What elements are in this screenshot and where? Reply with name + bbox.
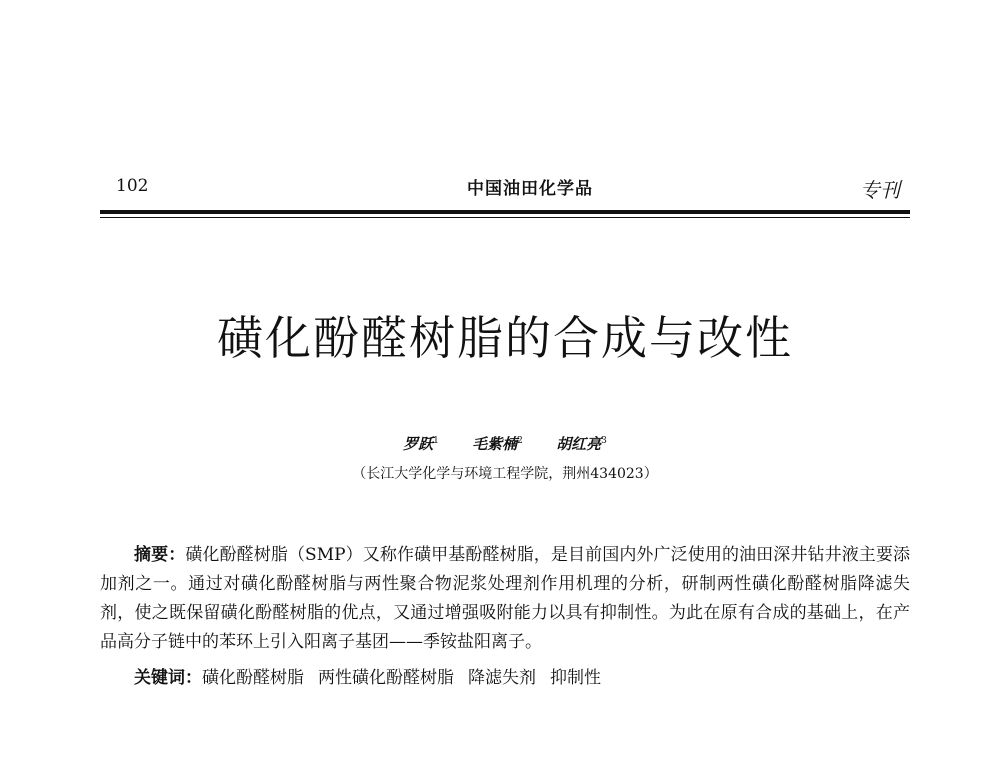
author-affiliation-mark: 3: [601, 436, 607, 446]
author-name: 胡红亮: [556, 435, 602, 453]
author-name: 毛紫楠: [472, 435, 518, 453]
author-affiliation-mark: 1: [433, 436, 439, 446]
paper-title: 磺化酚醛树脂的合成与改性: [217, 311, 793, 365]
author: [472, 435, 523, 453]
keyword: 两性磺化酚醛树脂: [318, 668, 454, 688]
journal-name: 中国油田化学品: [467, 179, 593, 199]
author: [403, 435, 439, 453]
abstract: [100, 541, 910, 657]
issue-label: 专刊: [860, 178, 900, 202]
keyword: 降滤失剂: [468, 668, 536, 688]
abstract-label: 摘要：: [134, 545, 186, 565]
page-number: 102: [116, 176, 149, 196]
keyword: 磺化酚醛树脂: [202, 668, 304, 688]
author: [556, 435, 607, 453]
keywords-label: 关键词：: [134, 668, 202, 688]
keyword: 抑制性: [550, 668, 601, 688]
author-affiliation-mark: 2: [517, 436, 523, 446]
affiliation: （长江大学化学与环境工程学院，荆州434023）: [352, 466, 658, 482]
keywords: [134, 664, 910, 693]
header-rule-thin: [100, 217, 910, 218]
abstract-text: 磺化酚醛树脂（SMP）又称作磺甲基酚醛树脂，是目前国内外广泛使用的油田深井钻井液主要添加剂之一。通过对磺化酚醛树脂与两性聚合物泥浆处理剂作用机理的分析，研制两性磺化酚醛树脂降滤失剂，使之既保留磺化酚醛树脂的优点，又通过增强吸附能力以具有抑制性。为此在原有合成的基础上，在产品高分子链中的苯环上引入阳离子基团——季铵盐阳离子。: [100, 545, 911, 652]
author-name: 罗跃: [403, 435, 434, 453]
header-rule-thick: [100, 210, 910, 214]
author-list: [100, 433, 910, 454]
